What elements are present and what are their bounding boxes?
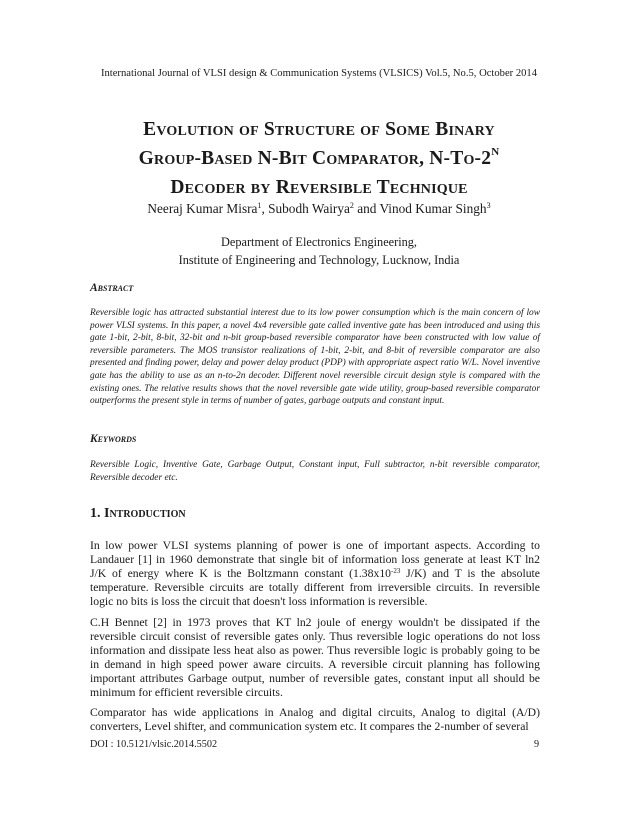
keywords-heading: Keywords [90, 433, 137, 445]
author-list [0, 201, 638, 217]
author-1: Neeraj Kumar Misra [147, 201, 258, 216]
affiliation [0, 234, 638, 269]
keywords-body: Reversible Logic, Inventive Gate, Garbage Output, Constant input, Full subtractor, n-bit reversible comparator, Reversible decoder etc. [90, 460, 540, 483]
intro-p1-text-a: In low power VLSI systems planning of power is one of important aspects. According to Landauer [1] in 1960 demonstrate that single bit of information loss generate at least KT ln2 J/K of energy where K is the Boltzmann constant (1.38x10 [90, 539, 540, 581]
author-2-affil: 2 [349, 201, 354, 210]
author-separator: , [261, 201, 269, 216]
intro-p1-text-b: J/K) and T is the absolute temperature. Reversible circuits are totally different from irreversible circuits. In reversible logic no bits is loss the circuit that doesn't loss information is reversible. [90, 567, 540, 609]
intro-paragraph-2: C.H Bennet [2] in 1973 proves that KT ln2 joule of energy wouldn't be dissipated if the reversible circuit consist of reversible gates only. Thus reversible logic operations do not loss information and dissipate less heat also as power. Thus reversible logic is probably going to be in demand in high speed power aware circuits. A reversible circuit planning has following important attributes Garbage output, number of reversible gates, constant input all should be minimum for efficient reversible circuits. [90, 616, 540, 700]
abstract-heading: Abstract [90, 282, 134, 294]
introduction-heading: 1. Introduction [90, 506, 186, 521]
author-2: Subodh Wairya [268, 201, 350, 216]
footer-page-number: 9 [534, 739, 540, 750]
abstract-body: Reversible logic has attracted substantial interest due to its low power consumption which is the main concern of low power VLSI systems. In this paper, a novel 4x4 reversible gate called inventive gate has been introduced and using this gate 1-bit, 2-bit, 8-bit, 32-bit and n-bit group-based reversible comparator have been constructed with low value of reversible parameters. The MOS transistor realizations of 1-bit, 2-bit, and 8-bit of reversible comparator are also presented and finding power, delay and power delay product (PDP) with appropriate aspect ratio W/L. Novel inventive gate has the ability to use as an n-to-2n decoder. Different novel reversible circuit design style is compared with the existing ones. The relative results shows that the novel reversible gate wide utility, group-based reversible comparator outperforms the present style in terms of number of gates, garbage outputs and constant input. [90, 308, 540, 407]
title-line-2 [60, 144, 578, 173]
intro-paragraph-1 [90, 539, 540, 609]
author-1-affil: 1 [257, 201, 262, 210]
footer-doi: DOI : 10.5121/vlsic.2014.5502 [90, 739, 218, 750]
running-header: International Journal of VLSI design & Communication Systems (VLSICS) Vol.5, No.5, October 2014 [100, 68, 538, 79]
author-3-affil: 3 [486, 201, 491, 210]
author-separator: and [353, 201, 380, 216]
intro-paragraph-3: Comparator has wide applications in Analog and digital circuits, Analog to digital (A/D) converters, Level shifter, and communication system etc. It compares the 2-number of several [90, 706, 540, 734]
title-superscript: N [491, 146, 500, 158]
paper-title [60, 115, 578, 202]
author-3: Vinod Kumar Singh [379, 201, 487, 216]
affiliation-line-1: Department of Electronics Engineering, [221, 235, 417, 249]
title-line-2-text: Group-Based N-Bit Comparator, N-To-2 [138, 148, 492, 169]
intro-p1-exponent: -23 [391, 567, 401, 576]
title-line-3: Decoder by Reversible Technique [170, 177, 468, 198]
title-line-1: Evolution of Structure of Some Binary [143, 119, 495, 140]
affiliation-line-2: Institute of Engineering and Technology, Lucknow, India [178, 252, 460, 267]
